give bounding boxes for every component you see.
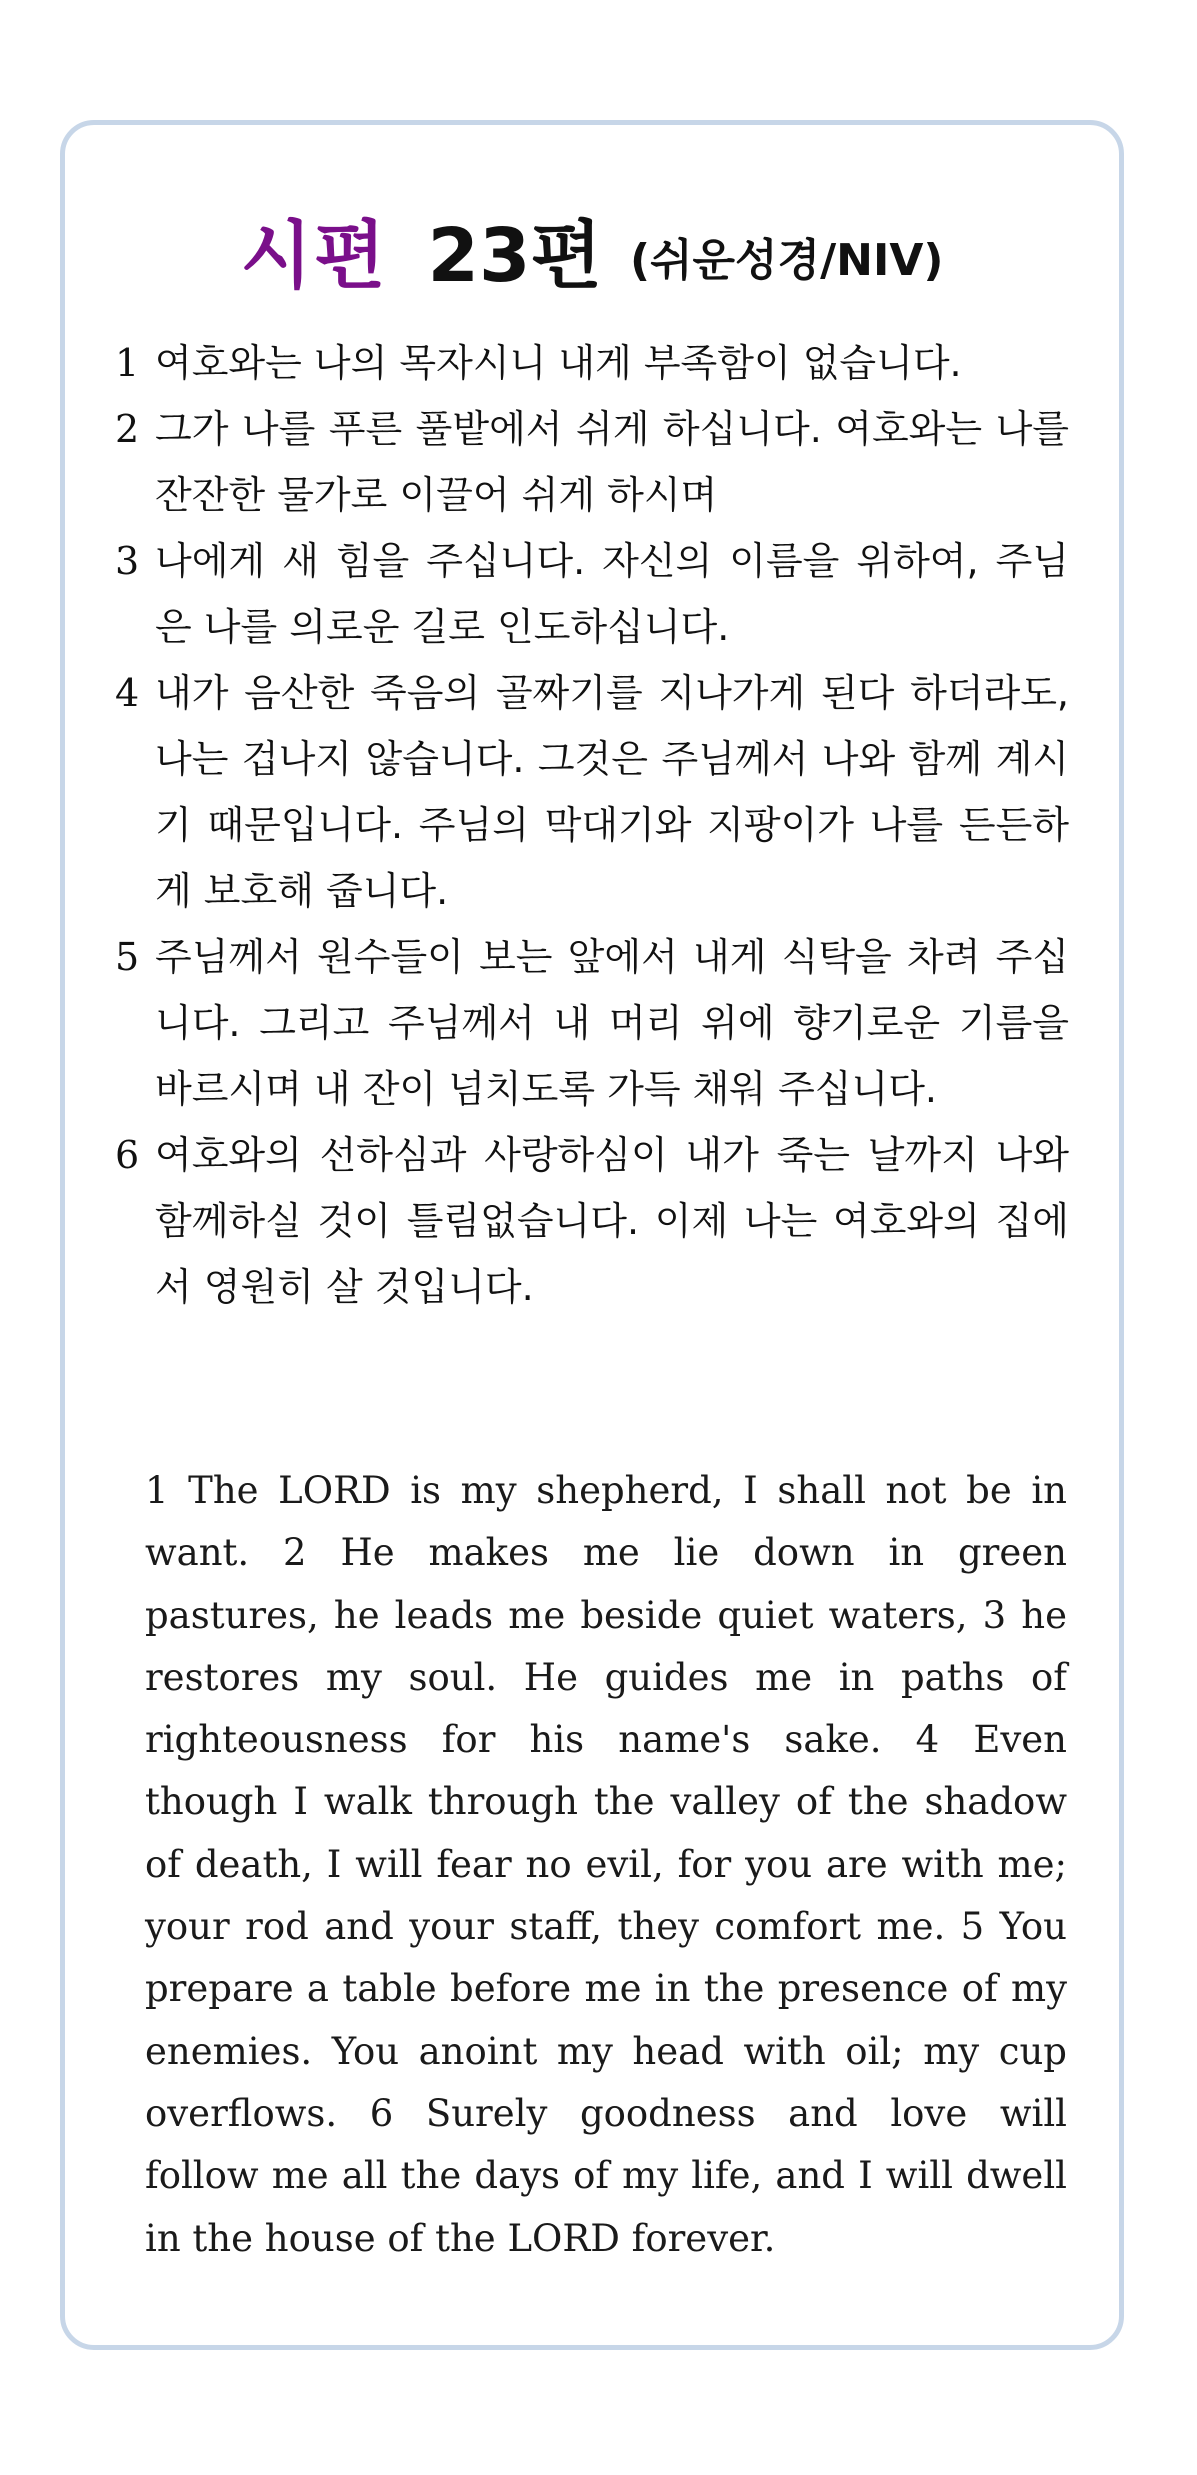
verse-text: 그가 나를 푸른 풀밭에서 쉬게 하십니다. 여호와는 나를 잔잔한 물가로 이끌어 쉬게 하시며	[155, 407, 1069, 517]
title-book: 시편	[240, 213, 388, 299]
verse-text: 나에게 새 힘을 주십니다. 자신의 이름을 위하여, 주님은 나를 의로운 길로 인도하십니다.	[155, 539, 1069, 649]
verse-number: 2	[115, 407, 140, 451]
title-chapter: 23편	[427, 213, 602, 299]
korean-verse-1	[115, 330, 1069, 396]
verse-number: 1	[115, 341, 140, 385]
korean-verses	[115, 330, 1069, 1320]
verse-text: 내가 음산한 죽음의 골짜기를 지나가게 된다 하더라도, 나는 겁나지 않습니다. 그것은 주님께서 나와 함께 계시기 때문입니다. 주님의 막대기와 지팡이가 나를 든든하게 보호해 줍니다.	[155, 671, 1069, 913]
title-version: (쉬운성경/NIV)	[629, 235, 944, 286]
verse-text: 여호와의 선하심과 사랑하심이 내가 죽는 날까지 나와 함께하실 것이 틀림없습니다. 이제 나는 여호와의 집에서 영원히 살 것입니다.	[155, 1133, 1069, 1309]
korean-verse-3	[115, 528, 1069, 660]
verse-number: 3	[115, 539, 140, 583]
verse-text: 주님께서 원수들이 보는 앞에서 내게 식탁을 차려 주십니다. 그리고 주님께서 내 머리 위에 향기로운 기름을 바르시며 내 잔이 넘치도록 가득 채워 주십니다.	[155, 935, 1069, 1111]
english-passage: 1 The LORD is my shepherd, I shall not be in want. 2 He makes me lie down in green pastures, he leads me beside quiet waters, 3 he restores my soul. He guides me in paths of righteousness for his name's sake. 4 Even though I walk through the valley of the shadow of death, I will fear no evil, for you are with me; your rod and your staff, they comfort me. 5 You prepare a table before me in the presence of my enemies. You anoint my head with oil; my cup overflows. 6 Surely goodness and love will follow me all the days of my life, and I will dwell in the house of the LORD forever.	[145, 1469, 1067, 2260]
korean-verse-5	[115, 924, 1069, 1122]
korean-verse-2	[115, 396, 1069, 528]
psalm-card	[60, 120, 1124, 2350]
verse-text: 여호와는 나의 목자시니 내게 부족함이 없습니다.	[155, 341, 962, 385]
korean-verse-4	[115, 660, 1069, 924]
page-title	[65, 197, 1119, 303]
korean-verse-6	[115, 1122, 1069, 1320]
verse-number: 5	[115, 935, 140, 979]
verse-number: 6	[115, 1133, 140, 1177]
verse-number: 4	[115, 671, 140, 715]
